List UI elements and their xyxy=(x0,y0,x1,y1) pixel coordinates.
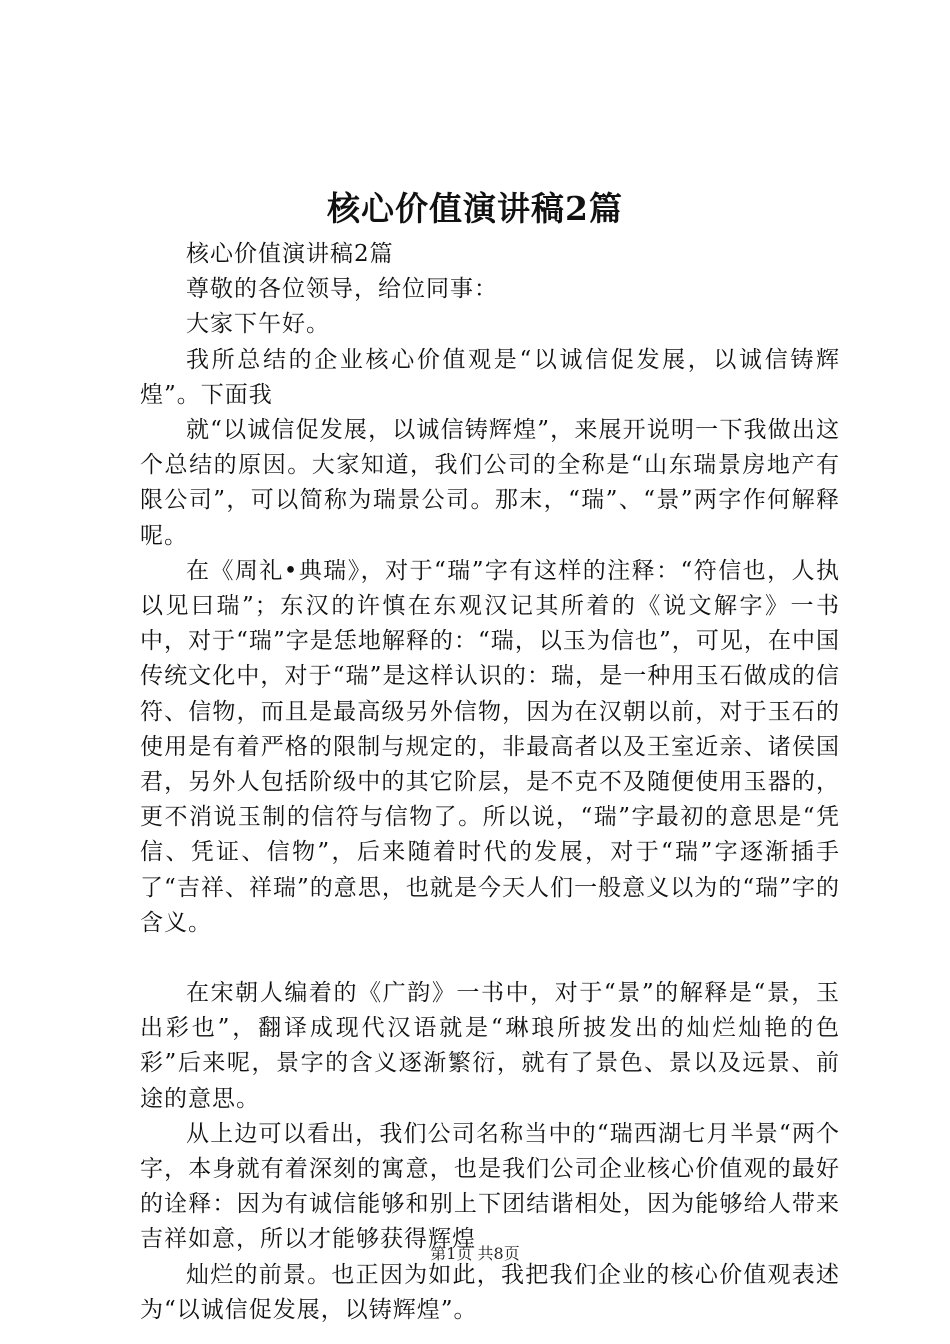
paragraph: 灿烂的前景。也正因为如此，我把我们企业的核心价值观表述为“以诚信促发展，以铸辉煌”。 xyxy=(140,1261,840,1323)
paragraph: 尊敬的各位领导，给位同事： xyxy=(186,276,498,303)
paragraph: 我所总结的企业核心价值观是“以诚信促发展，以诚信铸辉煌”。下面我 xyxy=(140,346,840,408)
document-body xyxy=(140,237,840,1328)
document-title: 核心价值演讲稿2篇 xyxy=(327,189,623,228)
paragraph: 在《周礼•典瑞》，对于“瑞”字有这样的注释：“符信也，人执以见曰瑞”；东汉的许慎在东观汉记其所着的《说文解字》一书中，对于“瑞”字是恁地解释的：“瑞，以玉为信也”，可见，在中国传统文化中，对于“瑞”是这样认识的：瑞，是一种用玉石做成的信符、信物，而且是最高级另外信物，因为在汉朝以前，对于玉石的使用是有着严格的限制与规定的，非最高者以及王室近亲、诸侯国君，另外人包括阶级中的其它阶层，是不克不及随便使用玉器的，更不消说玉制的信符与信物了。所以说，“瑞”字最初的意思是“凭信、凭证、信物”，后来随着时代的发展，对于“瑞”字逐渐插手了“吉祥、祥瑞”的意思，也就是今天人们一般意义以为的“瑞”字的含义。 xyxy=(140,557,840,936)
paragraph: 就“以诚信促发展，以诚信铸辉煌”，来展开说明一下我做出这个总结的原因。大家知道，我们公司的全称是“山东瑞景房地产有限公司”，可以简称为瑞景公司。那末，“瑞”、“景”两字作何解释呢。 xyxy=(140,417,840,549)
paragraph: 核心价值演讲稿2篇 xyxy=(186,241,394,267)
paragraph: 在宋朝人编着的《广韵》一书中，对于“景”的解释是“景，玉出彩也”，翻译成现代汉语就是“琳琅所披发出的灿烂灿艳的色彩”后来呢，景字的含义逐渐繁衍，就有了景色、景以及远景、前途的意思。 xyxy=(140,980,840,1112)
page-number-footer: 第1页 共8页 xyxy=(430,1244,520,1263)
paragraph: 从上边可以看出，我们公司名称当中的“瑞西湖七月半景“两个字，本身就有着深刻的寓意，也是我们公司企业核心价值观的最好的诠释：因为有诚信能够和别上下团结谐相处，因为能够给人带来吉祥如意，所以才能够获得辉煌 xyxy=(140,1120,840,1253)
paragraph: 大家下午好。 xyxy=(186,311,330,338)
